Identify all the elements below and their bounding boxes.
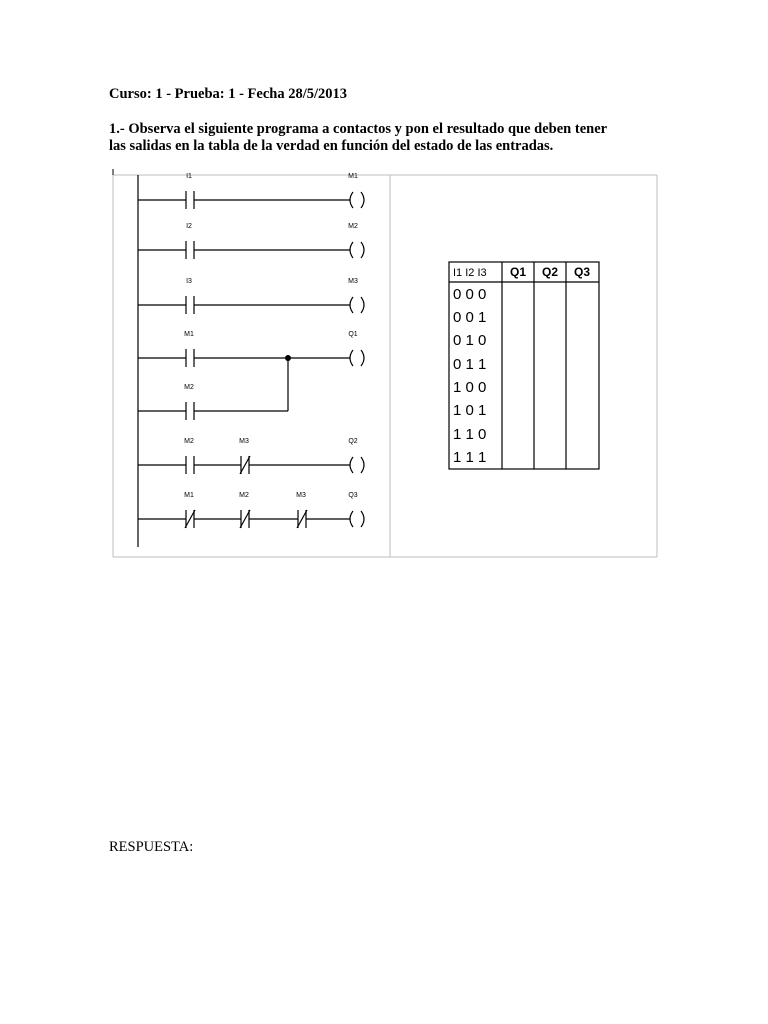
table-row-input: 0 1 1: [453, 356, 487, 373]
table-row-input: 1 0 0: [453, 379, 487, 396]
contact-label: I2: [186, 223, 192, 230]
question-line-2: las salidas en la tabla de la verdad en función del estado de las entradas.: [109, 138, 554, 154]
coil-label: Q1: [348, 331, 358, 338]
table-header-q3: Q3: [573, 265, 591, 279]
contact-label: M2: [184, 438, 194, 445]
contact-label: M3: [296, 492, 306, 499]
exam-header: Curso: 1 - Prueba: 1 - Fecha 28/5/2013: [109, 86, 348, 102]
answer-label: RESPUESTA:: [109, 839, 194, 855]
contact-label: M2: [184, 384, 194, 391]
coil-left-arc: [350, 350, 353, 366]
table-row-input: 1 0 1: [453, 402, 487, 419]
table-row-input: 1 1 0: [453, 426, 487, 443]
question-line-1: 1.- Observa el siguiente programa a contactos y pon el resultado que deben tener: [109, 121, 608, 137]
coil-left-arc: [350, 297, 353, 313]
junction-dot: [285, 355, 291, 361]
coil-label: M3: [348, 278, 358, 285]
coil-label: Q3: [348, 492, 358, 499]
contact-label: I3: [186, 278, 192, 285]
table-header-q2: Q2: [541, 265, 559, 279]
table-row-input: 0 0 1: [453, 309, 487, 326]
contact-label: I1: [186, 173, 192, 180]
table-row-input: 1 1 1: [453, 449, 487, 466]
contact-label: M2: [239, 492, 249, 499]
coil-left-arc: [350, 457, 353, 473]
contact-label: M1: [184, 331, 194, 338]
contact-label: M3: [239, 438, 249, 445]
coil-left-arc: [350, 192, 353, 208]
table-header-q1: Q1: [509, 265, 527, 279]
coil-right-arc: [361, 350, 364, 366]
coil-right-arc: [361, 297, 364, 313]
coil-label: M2: [348, 223, 358, 230]
contact-label: M1: [184, 492, 194, 499]
coil-right-arc: [361, 457, 364, 473]
table-header-inputs: I1 I2 I3: [453, 267, 487, 279]
table-row-input: 0 0 0: [453, 286, 487, 303]
coil-right-arc: [361, 511, 364, 527]
coil-label: M1: [348, 173, 358, 180]
ladder-diagram: [138, 173, 364, 547]
truth-table: [449, 262, 599, 469]
coil-right-arc: [361, 192, 364, 208]
figure-frame: [113, 175, 657, 557]
coil-left-arc: [350, 242, 353, 258]
coil-right-arc: [361, 242, 364, 258]
coil-label: Q2: [348, 438, 358, 445]
table-row-input: 0 1 0: [453, 332, 487, 349]
coil-left-arc: [350, 511, 353, 527]
